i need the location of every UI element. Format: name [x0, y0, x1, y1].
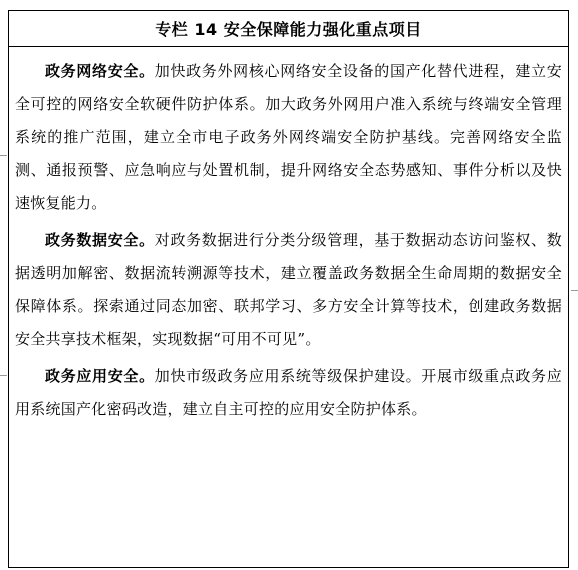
section-lead: 政务数据安全。 — [45, 231, 155, 249]
section-application-security — [15, 360, 562, 426]
margin-mark — [0, 375, 7, 376]
box-body — [9, 47, 568, 426]
box-title: 专栏 14 安全保障能力强化重点项目 — [9, 11, 568, 47]
margin-mark — [571, 290, 578, 291]
section-data-security — [15, 224, 562, 356]
margin-mark — [0, 155, 7, 156]
section-text: 加快政务外网核心网络安全设备的国产化替代进程，建立安全可控的网络安全软硬件防护体系。加大政务外网用户准入系统与终端安全管理系统的推广范围，建立全市电子政务外网终端安全防护基线。完善网络安全监测、通报预警、应急响应与处置机制，提升网络安全态势感知、事件分析以及快速恢复能力。 — [15, 62, 562, 212]
section-network-security — [15, 55, 562, 220]
section-text: 对政务数据进行分类分级管理，基于数据动态访问鉴权、数据透明加解密、数据流转溯源等技术，建立覆盖政务数据全生命周期的数据安全保障体系。探索通过同态加密、联邦学习、多方安全计算等技术，创建政务数据安全共享技术框架，实现数据“可用不可见”。 — [15, 231, 562, 348]
section-lead: 政务应用安全。 — [45, 367, 155, 385]
section-text: 加快市级政务应用系统等级保护建设。开展市级重点政务应用系统国产化密码改造，建立自主可控的应用安全防护体系。 — [15, 367, 562, 418]
section-lead: 政务网络安全。 — [45, 62, 155, 80]
feature-box — [8, 10, 569, 568]
